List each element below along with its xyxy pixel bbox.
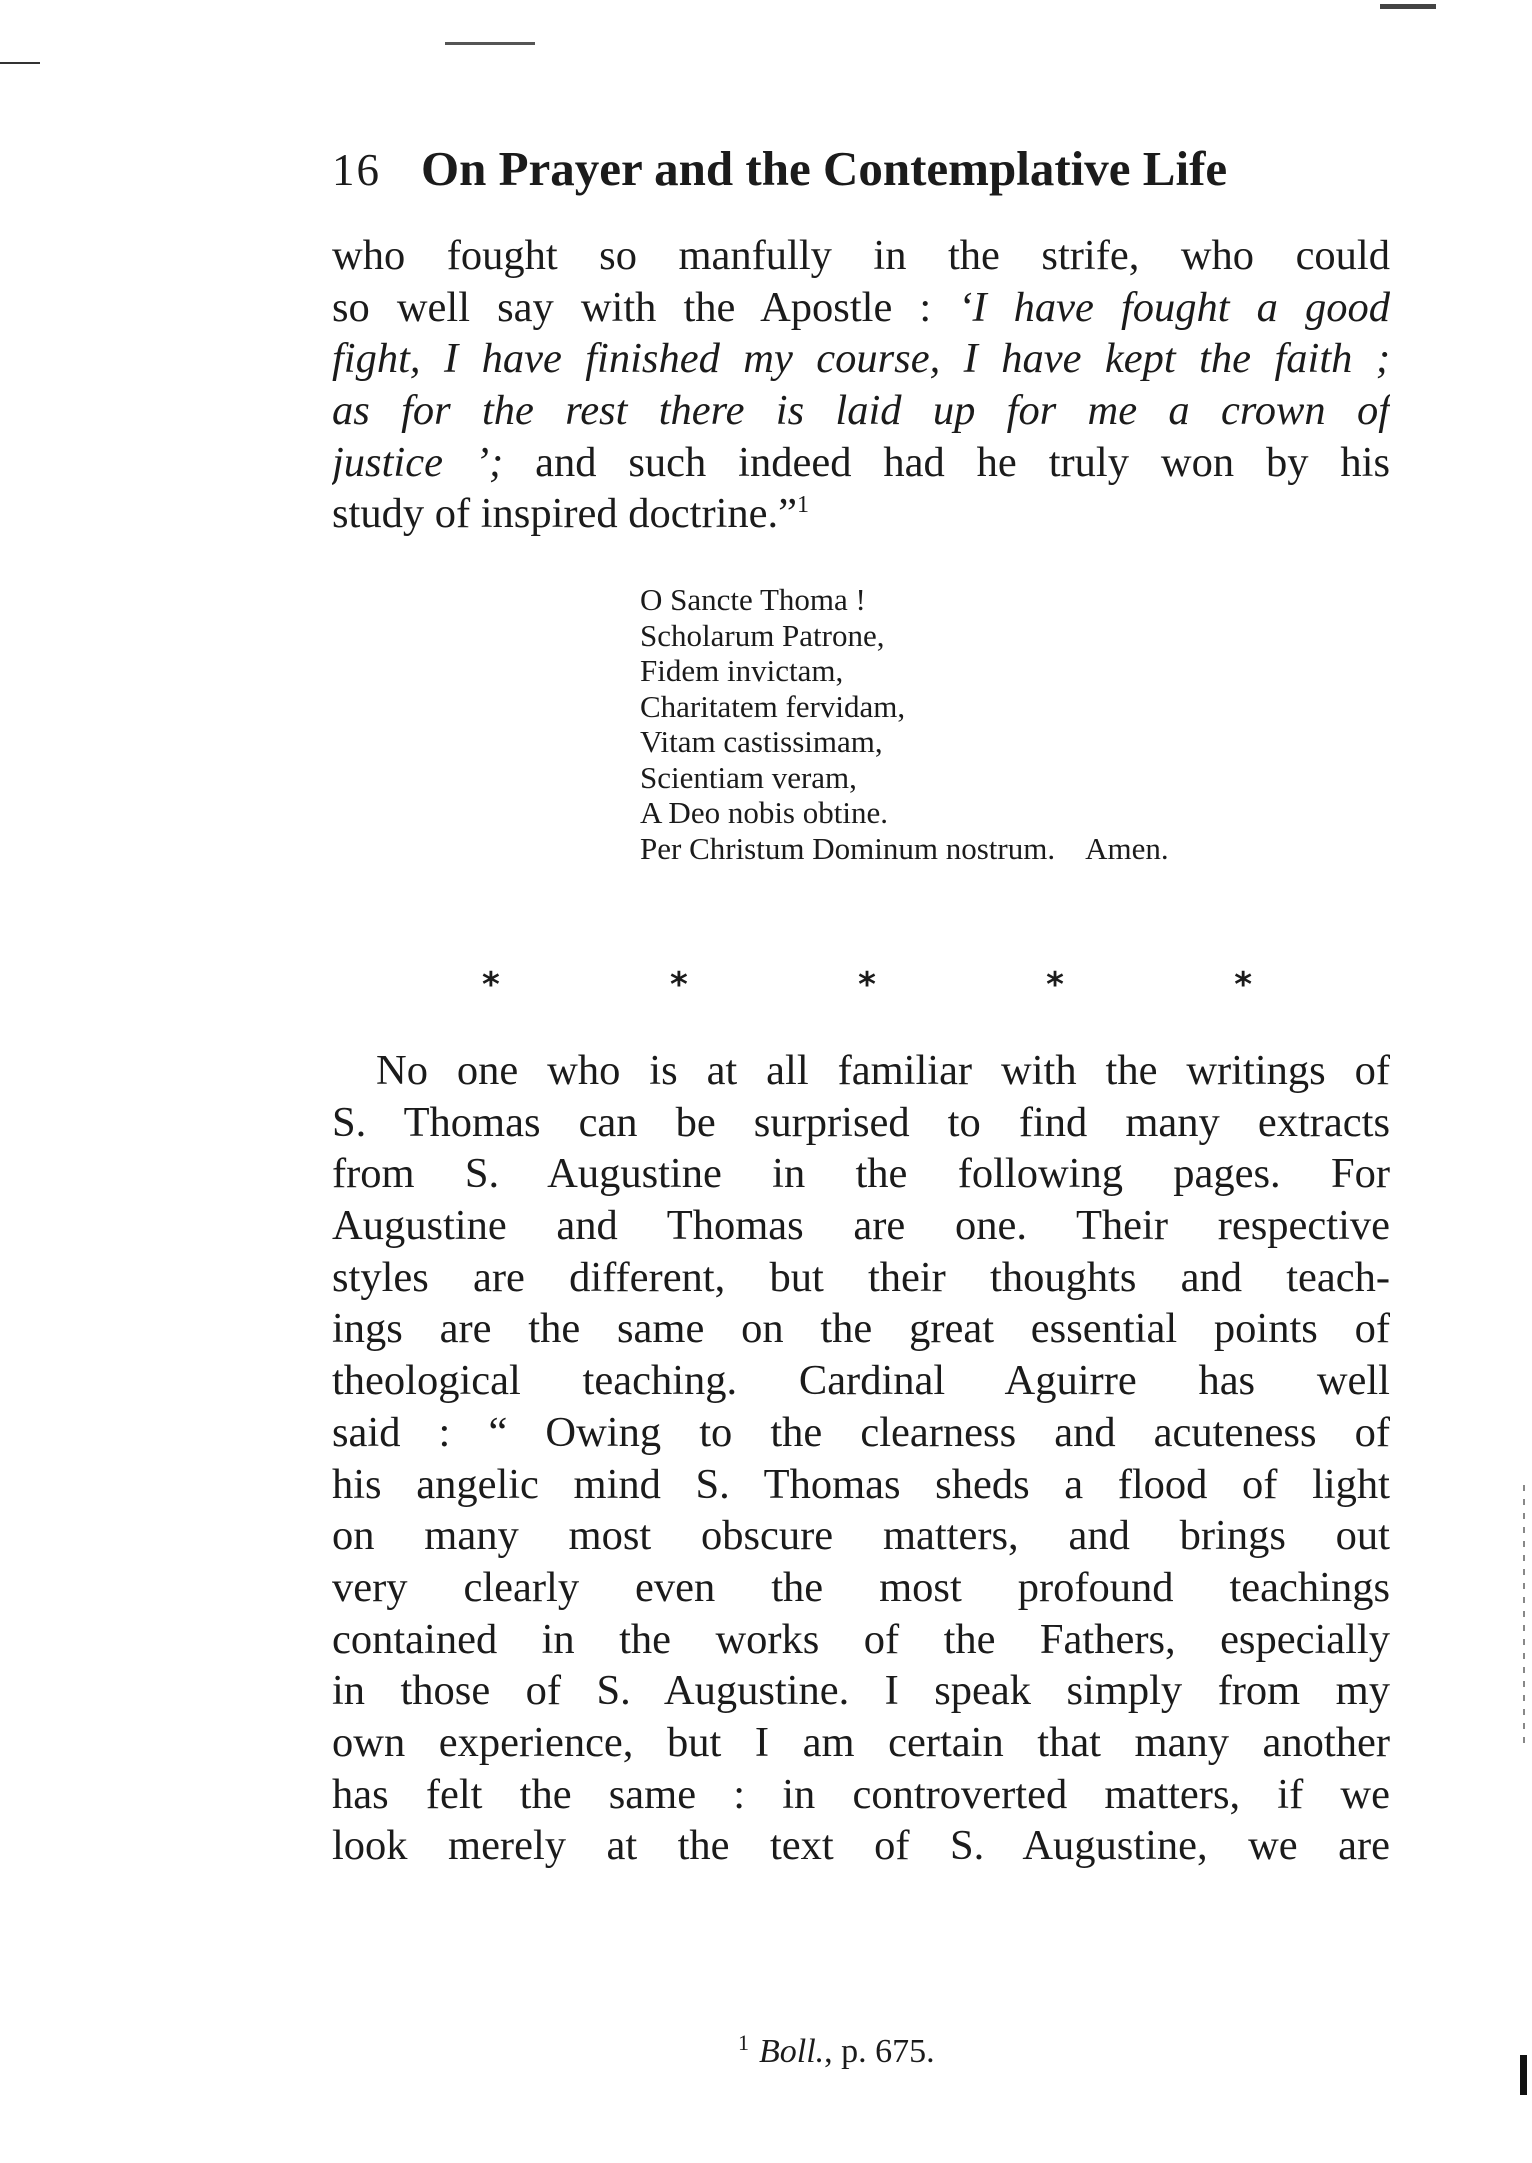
text-line: look merely at the text of S. Augustine, we are	[332, 1822, 1390, 1870]
text-line	[332, 333, 1390, 385]
prayer-text: Per Christum Dominum nostrum.	[640, 830, 1056, 866]
footnote-reference: 1	[797, 492, 810, 519]
section-separator	[482, 965, 1252, 1005]
quote-italic: fight, I have finished my course, I have kept the faith ;	[332, 335, 1390, 383]
text-line: ings are the same on the great essential points of	[332, 1305, 1390, 1353]
text-line: theological teaching. Cardinal Aguirre has well	[332, 1357, 1390, 1405]
asterisk: *	[858, 965, 876, 1005]
text-line: contained in the works of the Fathers, especially	[332, 1615, 1390, 1663]
prayer-amen: Amen.	[1085, 830, 1169, 866]
prayer-line: Fidem invictam,	[640, 653, 844, 688]
text-line: his angelic mind S. Thomas sheds a flood of light	[332, 1460, 1390, 1508]
scan-mark-left	[0, 62, 40, 64]
text-line: S. Thomas can be surprised to find many extracts	[332, 1098, 1390, 1146]
prayer-line: A Deo nobis obtine.	[640, 795, 888, 830]
running-title: On Prayer and the Contemplative Life	[421, 141, 1228, 196]
prayer-line	[640, 831, 1380, 867]
text-span: who fought so manfully in the strife, who could	[332, 232, 1390, 279]
asterisk: *	[1046, 965, 1064, 1005]
scan-mark-bottom-right	[1520, 2055, 1527, 2095]
text-line: said : “ Owing to the clearness and acuteness of	[332, 1408, 1390, 1456]
paragraph-1	[332, 230, 1390, 540]
scan-edge-right	[1523, 1485, 1525, 1745]
footnote-mark: 1	[738, 2030, 749, 2055]
text-line	[332, 385, 1390, 437]
text-line: No one who is at all familiar with the writings of	[376, 1047, 1390, 1094]
asterisk: *	[670, 965, 688, 1005]
quote-italic: justice ’;	[332, 438, 504, 486]
text-line: styles are different, but their thoughts and teach-	[332, 1253, 1390, 1301]
scan-mark-top-right	[1380, 4, 1436, 9]
quote-italic: ‘I have fought a good	[958, 283, 1390, 331]
quote-italic: as for the rest there is laid up for me a crown of	[332, 387, 1390, 435]
prayer-line: O Sancte Thoma !	[640, 582, 866, 617]
footnote	[738, 2030, 935, 2071]
prayer-line: Scientiam veram,	[640, 759, 857, 795]
text-line	[332, 282, 1390, 334]
asterisk: *	[1234, 965, 1252, 1005]
text-line: in those of S. Augustine. I speak simply from my	[332, 1667, 1390, 1715]
text-span: and such indeed had he truly won by his	[503, 438, 1390, 486]
latin-prayer	[640, 582, 1380, 866]
text-span: study of inspired doctrine.”	[332, 490, 798, 538]
text-line: very clearly even the most profound teachings	[332, 1563, 1390, 1611]
text-line	[332, 437, 1390, 489]
prayer-line: Vitam castissimam,	[640, 724, 883, 759]
text-line	[332, 488, 1390, 540]
text-line: on many most obscure matters, and brings out	[332, 1512, 1390, 1560]
page-number: 16	[332, 145, 381, 195]
running-head	[332, 140, 1344, 210]
text-line: from S. Augustine in the following pages. For	[332, 1150, 1390, 1198]
text-span: so well say with the Apostle :	[332, 283, 959, 331]
paragraph-2	[332, 1045, 1390, 1872]
asterisk: *	[482, 965, 500, 1005]
prayer-line: Scholarum Patrone,	[640, 617, 885, 653]
footnote-source: Boll.	[759, 2033, 825, 2070]
text-line: has felt the same : in controverted matters, if we	[332, 1770, 1390, 1818]
scan-mark-top	[445, 42, 535, 45]
text-line: own experience, but I am certain that many another	[332, 1718, 1390, 1766]
text-line	[332, 230, 1390, 282]
text-line: Augustine and Thomas are one. Their respective	[332, 1202, 1390, 1250]
footnote-page: , p. 675.	[824, 2033, 935, 2070]
prayer-line: Charitatem fervidam,	[640, 688, 906, 724]
